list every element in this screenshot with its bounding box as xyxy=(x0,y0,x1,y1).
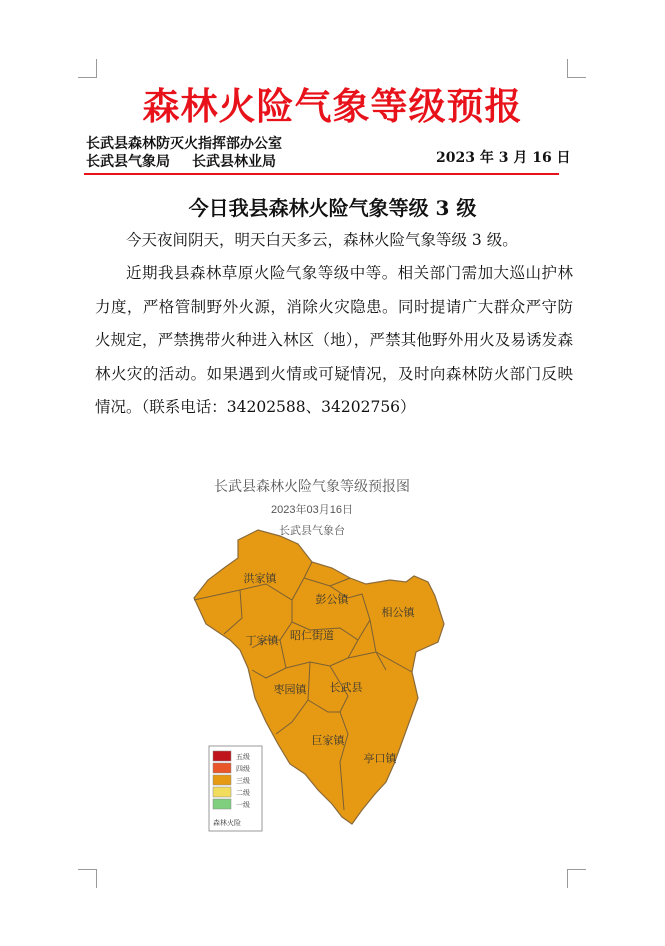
legend-label: 二级 xyxy=(236,790,250,797)
document-title: 森林火险气象等级预报 xyxy=(142,84,523,128)
legend-label: 五级 xyxy=(236,754,250,761)
legend-swatch xyxy=(213,763,231,773)
legend-swatch xyxy=(213,787,231,797)
crop-mark-bottom-right xyxy=(567,869,586,888)
weather-paragraph: 今天夜间阴天，明天白天多云，森林火险气象等级 3 级。 xyxy=(126,231,518,249)
region-label-hongjia: 洪家镇 xyxy=(243,573,277,585)
region-label-changwu: 长武县 xyxy=(329,682,363,694)
fire-risk-map xyxy=(180,472,480,842)
legend-label: 一级 xyxy=(236,802,250,809)
region-label-zaoyuan: 枣园镇 xyxy=(273,684,307,696)
region-label-penggong: 彭公镇 xyxy=(315,594,349,606)
map-title: 长武县森林火险气象等级预报图 xyxy=(214,478,410,494)
region-label-tingkou: 亭口镇 xyxy=(363,753,397,765)
crop-mark-bottom-left xyxy=(78,869,97,888)
legend-label: 四级 xyxy=(236,766,250,773)
issuer-line-1: 长武县森林防灭火指挥部办公室 xyxy=(86,136,282,152)
legend-label: 三级 xyxy=(236,778,250,785)
map-source: 长武县气象台 xyxy=(279,524,345,537)
header-divider xyxy=(84,173,559,175)
issuer-line-2 xyxy=(86,151,276,171)
legend-swatch xyxy=(213,799,231,809)
issuer-forestry-bureau: 长武县林业局 xyxy=(192,154,276,170)
region-label-zhaoren: 昭仁街道 xyxy=(290,630,334,642)
region-label-jujia: 巨家镇 xyxy=(311,735,345,747)
legend-swatch xyxy=(213,775,231,785)
region-label-dingjia: 丁家镇 xyxy=(245,635,279,647)
legend-title: 森林火险 xyxy=(213,820,241,827)
region-label-xianggong: 相公镇 xyxy=(381,607,415,619)
map-date: 2023年03月16日 xyxy=(271,504,353,516)
map-legend xyxy=(209,746,262,831)
headline: 今日我县森林火险气象等级 3 级 xyxy=(188,196,477,220)
legend-swatch xyxy=(213,751,231,761)
issue-date: 2023 年 3 月 16 日 xyxy=(436,150,571,166)
advisory-paragraph: 近期我县森林草原火险气象等级中等。相关部门需加大巡山护林力度，严格管制野外火源，消除火灾隐患。同时提请广大群众严守防火规定，严禁携带火种进入林区（地），严禁其他野外用火及易诱发森林火灾的活动。如果遇到火情或可疑情况，及时向森林防火部门反映情况。（联系电话：34202588、34202756） xyxy=(95,264,573,416)
issuer-meteorological-bureau: 长武县气象局 xyxy=(86,154,170,170)
